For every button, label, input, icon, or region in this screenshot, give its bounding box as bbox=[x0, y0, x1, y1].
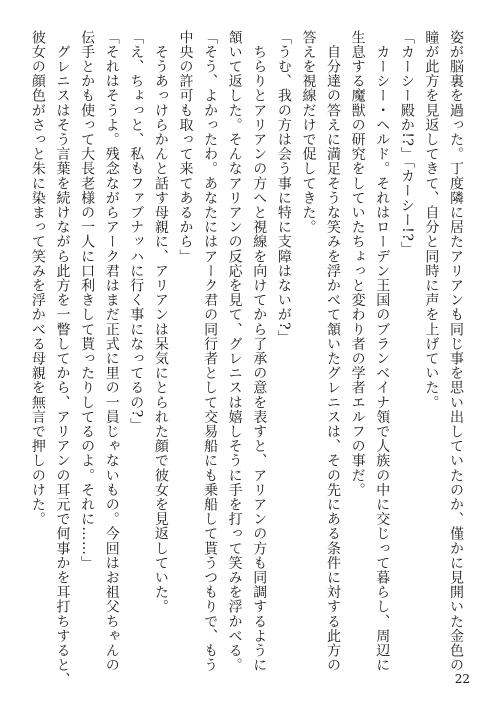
text-line: 自分達の答えに満足そうな笑みを浮かべて頷いたグレニスは、その先にある条件に対する此方の bbox=[325, 30, 342, 673]
text-line: そうあっけらかんと話す母親に、アリアンは呆気にとられた顔で彼女を見返していた。 bbox=[152, 30, 169, 614]
text-line: 「そう、よかったわ。あなたにはアーク君の同行者として交易船にも乗船して貰うつもりで、もう bbox=[202, 30, 219, 673]
text-line: 答えを視線だけで促してきた。 bbox=[300, 30, 317, 235]
text-line: 「カーシー殿か!?」「カーシー!?」 bbox=[398, 30, 415, 257]
text-line: 「それはそうよ。残念ながらアーク君はまだ正式に里の一員じゃないもの。今回はお祖父ちゃんの bbox=[103, 30, 120, 673]
page-number: 22 bbox=[454, 672, 470, 686]
text-line: 彼女の顔色がさっと朱に染まって笑みを浮かべる母親を無言で押しのけた。 bbox=[29, 30, 46, 527]
text-line: 頷いて返した。そんなアリアンの反応を見て、グレニスは嬉しそうに手を打って笑みを浮かべる。 bbox=[226, 30, 243, 673]
text-line: 姿が脳裏を過った。丁度隣に居たアリアンも同じ事を思い出していたのか、僅かに見開いた金色の bbox=[448, 30, 464, 673]
text-line: 「うむ、我の方は会う事に特に支障はないが?」 bbox=[275, 30, 292, 345]
text-line: 中央の許可も取って来てあるから」 bbox=[177, 30, 194, 264]
text-line: 瞳が此方を見返してきて、自分と同時に声を上げていた。 bbox=[423, 30, 440, 410]
text-line: 伝手とかも使って大長老様の一人に口利きして貰ったりしてるのよ。それに……」 bbox=[79, 30, 96, 571]
text-line: ちらりとアリアンの方へと視線を向けてから了承の意を表すと、アリアンの方も同調するように bbox=[251, 30, 268, 673]
text-line: カーシー・ヘルド。それはローデン王国のブランベイナ領で人族の中に交じって暮らし、周辺に bbox=[374, 30, 391, 673]
text-line: 生息する魔獣の研究をしていたちょっと変わり者の学者エルフの事だ。 bbox=[349, 30, 366, 498]
text-line: グレニスはそう言葉を続けながら此方を一瞥してから、アリアンの耳元で何事かを耳打ちすると、 bbox=[54, 30, 71, 687]
text-line: 「え、ちょっと、私もファブナッハに行く事になってるの?」 bbox=[128, 30, 145, 433]
